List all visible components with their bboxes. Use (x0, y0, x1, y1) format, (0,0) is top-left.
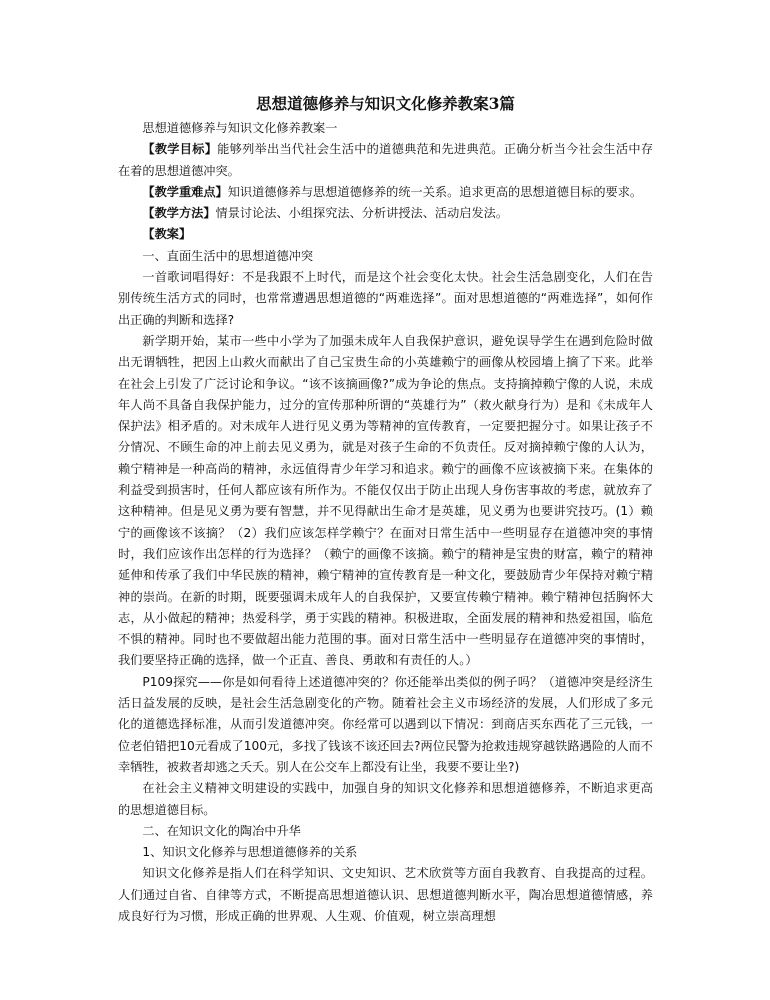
methods-text: 情景讨论法、小组探究法、分析讲授法、活动启发法。 (215, 206, 509, 221)
objective-paragraph (118, 139, 653, 182)
paragraph-3: P109探究——你是如何看待上述道德冲突的？你还能举出类似的例子吗？（道德冲突是经济生活日益发展的反映，是社会生活急剧变化的产物。随着社会主义市场经济的发展，人们形成了多元化的道德选择标准，从而引发道德冲突。你经常可以遇到以下情况：到商店买东西花了三元钱，一位老伯错把10元看成了100元，多找了钱该不该还回去?两位民警为抢救违规穿越铁路遇险的人而不幸牺牲，被救者却逃之夭夭。别人在公交车上都没有让坐，我要不要让坐?) (118, 674, 653, 774)
keypoints-label: 【教学重难点】 (142, 184, 228, 199)
objective-label: 【教学目标】 (142, 142, 218, 157)
methods-paragraph (118, 203, 653, 224)
plan-label: 【教案】 (142, 227, 192, 242)
document-page (118, 92, 653, 927)
methods-label: 【教学方法】 (142, 206, 216, 221)
paragraph-1: 一首歌词唱得好：不是我跟不上时代，而是这个社会变化太快。社会生活急剧变化，人们在告别传统生活方式的同时，也常常遭遇思想道德的“两难选择”。面对思想道德的“两难选择”，如何作出正确的判断和选择? (118, 270, 653, 327)
paragraph-5: 知识文化修养是指人们在科学知识、文史知识、艺术欣赏等方面自我教育、自我提高的过程。人们通过自省、自律等方式，不断提高思想道德认识、思想道德判断水平，陶冶思想道德情感，养成良好行为习惯，形成正确的世界观、人生观、价值观，树立崇高理想 (118, 866, 653, 923)
keypoints-paragraph (118, 182, 653, 203)
paragraph-2: 新学期开始，某市一些中小学为了加强未成年人自我保护意识，避免误导学生在遇到危险时做出无谓牺牲，把因上山救火而献出了自己宝贵生命的小英雄赖宁的画像从校园墙上摘了下来。此举在社会上引发了广泛讨论和争议。“该不该摘画像?”成为争论的焦点。支持摘掉赖宁像的人说，未成年人尚不具备自我保护能力，过分的宣传那种所谓的“英雄行为”（救火献身行为）是和《未成年人保护法》相矛盾的。对未成年人进行见义勇为等精神的宣传教育，一定要把握分寸。如果让孩子不分情况、不顾生命的冲上前去见义勇为，就是对孩子生命的不负责任。反对摘掉赖宁像的人认为，赖宁精神是一种高尚的精神，永远值得青少年学习和追求。赖宁的画像不应该被摘下来。在集体的利益受到损害时，任何人都应该有所作为。不能仅仅出于防止出现人身伤害事故的考虑，就放弃了这种精神。但是见义勇为要有智慧，并不见得献出生命才是英雄，见义勇为也要讲究技巧。(1）赖宁的画像该不该摘？（2）我们应该怎样学赖宁？在面对日常生活中一些明显存在道德冲突的事情时，我们应该作出怎样的行为选择？（赖宁的画像不该摘。赖宁的精神是宝贵的财富，赖宁的精神延伸和传承了我们中华民族的精神，赖宁精神的宣传教育是一种文化，要鼓励青少年保持对赖宁精神的崇尚。在新的时期，既要强调未成年人的自我保护，又要宣传赖宁精神。赖宁精神包括胸怀大志，从小做起的精神；热爱科学，勇于实践的精神。积极进取，全面发展的精神和热爱祖国，临危不惧的精神。同时也不要做超出能力范围的事。面对日常生活中一些明显存在道德冲突的事情时，我们要坚持正确的选择，做一个正直、善良、勇敢和有责任的人。） (118, 333, 653, 668)
section2-heading: 二、在知识文化的陶冶中升华 (142, 823, 301, 838)
document-subtitle: 思想道德修养与知识文化修养教案一 (142, 121, 338, 135)
subsection1-heading: 1、知识文化修养与思想道德修养的关系 (142, 845, 358, 860)
plan-paragraph (118, 224, 653, 245)
document-title: 思想道德修养与知识文化修养教案3篇 (256, 94, 515, 113)
keypoints-text: 知识道德修养与思想道德修养的统一关系。追求更高的思想道德目标的要求。 (227, 184, 643, 199)
paragraph-4: 在社会主义精神文明建设的实践中，加强自身的知识文化修养和思想道德修养，不断追求更高的思想道德目标。 (118, 781, 653, 817)
objective-text: 能够列举出当代社会生活中的道德典范和先进典范。正确分析当今社会生活中存在着的思想道德冲突。 (118, 142, 654, 178)
section1-heading: 一、直面生活中的思想道德冲突 (142, 248, 314, 263)
